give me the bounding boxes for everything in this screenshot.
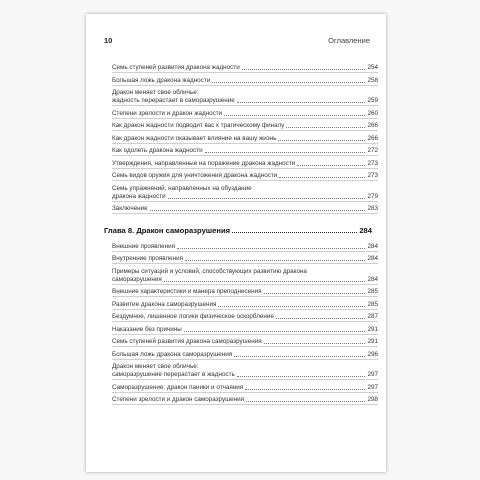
toc-entry-title: Внешние проявления	[112, 242, 176, 250]
toc-entry-title: Семь ступеней развития дракона саморазрушения	[112, 338, 262, 345]
toc-entry-page: 266	[367, 134, 378, 142]
toc-entry-page: 291	[367, 338, 378, 345]
toc-entry-title: Семь ступеней развития дракона жадности	[112, 64, 240, 71]
toc-entry-title: Примеры ситуаций и условий, способствующих развитию дракона	[112, 267, 307, 275]
toc-entry-title: Как дракон жадности оказывает влияние на вашу жизнь	[112, 134, 277, 142]
toc-entry-title: Наказание без причины	[112, 325, 182, 333]
toc-entry-title: Внешние характеристики и манера преподнесения	[112, 288, 262, 295]
chapter-title: Глава 8. Дракон саморазрушения	[104, 225, 231, 235]
toc-entry-title: саморазрушение перерастает в жадность	[112, 371, 235, 378]
toc-entry-page: 266	[367, 122, 378, 129]
toc-entry-title: Заключение	[112, 205, 148, 212]
chapter-page: 284	[359, 225, 372, 235]
dot-leader	[286, 126, 365, 128]
dot-leader	[297, 164, 365, 166]
page-number: 10	[104, 36, 113, 45]
toc-entry-page: 284	[367, 275, 378, 283]
toc-entry-title: Семь упражнений, направленных на обуздание	[112, 184, 252, 192]
chapter-heading	[104, 226, 372, 235]
toc-entry-title: Как дракон жадности подводит вас к трагическому финалу	[112, 122, 285, 129]
toc-entry-title: жадность перерастает в саморазрушение	[112, 97, 235, 104]
dot-leader	[184, 330, 366, 332]
toc-entry-page: 283	[367, 205, 378, 212]
dot-leader	[234, 355, 365, 357]
toc-entry-title: Утверждения, направленные на поражение дракона жадности	[112, 159, 296, 167]
toc-entry-page: 285	[367, 288, 378, 295]
toc-entry-title: Большая ложь дракона саморазрушения	[112, 350, 233, 358]
dot-leader	[168, 197, 366, 199]
toc-entry-page: 285	[367, 300, 378, 308]
toc-entry-title: саморазрушения	[112, 275, 162, 283]
toc-entry-page: 284	[367, 242, 378, 250]
toc-entry-title: Большая ложь дракона жадности	[112, 76, 211, 84]
toc-entry-page: 287	[367, 313, 378, 320]
dot-leader	[237, 375, 366, 377]
dot-leader	[242, 68, 366, 70]
toc-entry-page: 259	[367, 97, 378, 104]
running-title: Оглавление	[328, 36, 370, 45]
dot-leader	[276, 317, 366, 319]
toc-entry-title: Степени зрелости и дракон саморазрушения	[112, 396, 245, 403]
dot-leader	[237, 101, 366, 103]
dot-leader	[232, 231, 357, 233]
dot-leader	[224, 114, 365, 116]
toc-entry-title: Дракон меняет свое обличье:	[112, 363, 199, 370]
toc-entry-title: Дракон меняет свое обличье:	[112, 89, 199, 96]
running-header	[104, 36, 370, 48]
dot-leader	[150, 209, 366, 211]
book-page	[86, 14, 386, 472]
toc-entry-title: Саморазрушение: дракон паники и отчаяния	[112, 383, 244, 391]
dot-leader	[205, 151, 366, 153]
toc-entry-page: 258	[367, 76, 378, 84]
dot-leader	[164, 280, 366, 282]
toc-entry-page: 273	[367, 172, 378, 179]
toc-entry-page: 273	[367, 159, 378, 167]
dot-leader	[212, 81, 365, 83]
dot-leader	[264, 342, 366, 344]
dot-leader	[185, 259, 365, 261]
toc-entry-title: Бездумное, лишенное логики физическое оскорбление	[112, 313, 274, 320]
toc-entry-title: Семь видов оружия для уничтожения дракона жадности	[112, 172, 278, 179]
dot-leader	[279, 176, 365, 178]
dot-leader	[177, 247, 365, 249]
toc-entry-page: 284	[367, 255, 378, 262]
dot-leader	[218, 305, 365, 307]
toc-entry-page: 279	[367, 192, 378, 200]
toc-entry-title: Внутренние проявления	[112, 255, 184, 262]
toc-entry-page: 298	[367, 396, 378, 403]
toc-entry-title: дракона жадности	[112, 192, 166, 200]
toc-entry-title: Развитие дракона саморазрушения	[112, 300, 217, 308]
toc-entry-page: 260	[367, 109, 378, 117]
toc-entry-page: 254	[367, 64, 378, 71]
dot-leader	[245, 388, 365, 390]
toc-entry-page: 272	[367, 147, 378, 154]
toc-entry-page: 291	[367, 325, 378, 333]
toc-entry-page: 296	[367, 350, 378, 358]
toc-entry-title: Степени зрелости и дракон жадности	[112, 109, 223, 117]
toc-entry-title: Как одолеть дракона жадности	[112, 147, 203, 154]
toc-entry-page: 297	[367, 371, 378, 378]
dot-leader	[278, 139, 365, 141]
dot-leader	[264, 292, 366, 294]
dot-leader	[246, 400, 365, 402]
toc-entry-page: 297	[367, 383, 378, 391]
